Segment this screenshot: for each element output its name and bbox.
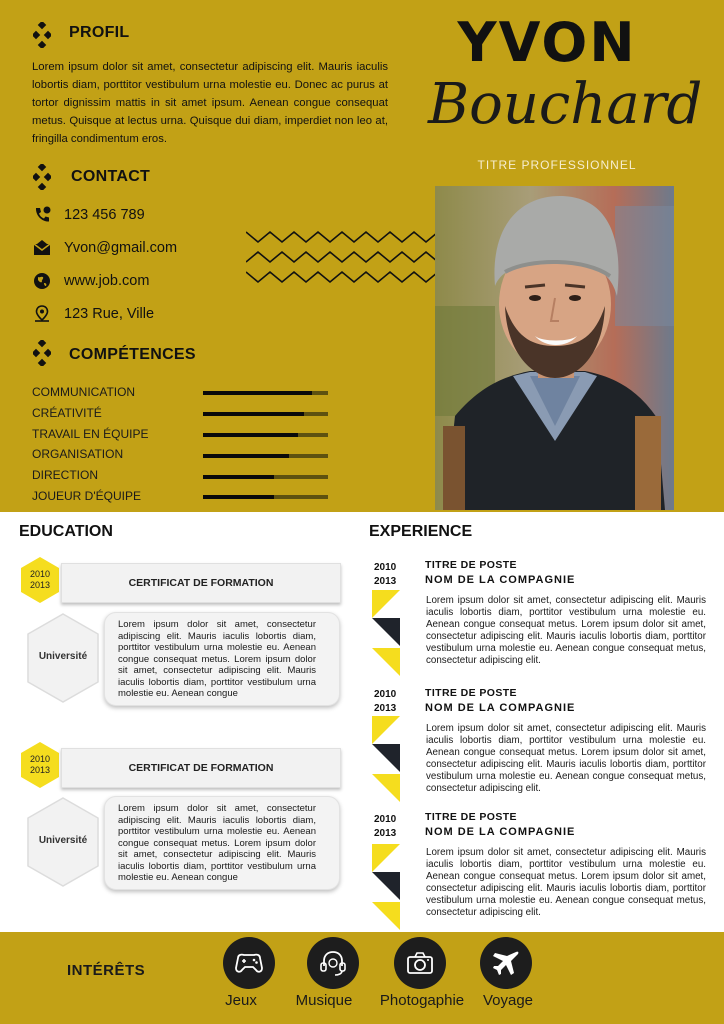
experience-years xyxy=(374,561,396,589)
hobby-label: Photogaphie xyxy=(379,992,465,1009)
skill-bar xyxy=(203,475,328,479)
camera-icon xyxy=(403,946,437,980)
skill-fill xyxy=(203,454,289,458)
contact-email[interactable] xyxy=(32,237,177,259)
job-title: TITRE PROFESSIONNEL xyxy=(477,158,637,172)
phone-icon xyxy=(32,205,52,225)
education-title: EDUCATION xyxy=(19,523,113,540)
skill-fill xyxy=(203,412,304,416)
experience-description: Lorem ipsum dolor sit amet, consectetur adipiscing elit. Mauris iaculis lobortis diam, porttitor vestibulum urna molestie eu. Aenean congue consequat metus. Lorem ipsum dolor sit amet, consectetur adipiscing elit. Mauris iaculis lobortis diam, porttitor vestibulum urna molestie eu. Aenean congue consequat metus, consectetur adipiscing elit. xyxy=(426,595,706,666)
hobby-label: Voyage xyxy=(482,992,534,1009)
profile-photo xyxy=(435,186,674,510)
experience-years xyxy=(374,688,396,716)
last-name: Bouchard xyxy=(428,72,703,137)
position-title: TITRE DE POSTE xyxy=(425,811,517,823)
company-name: NOM DE LA COMPAGNIE xyxy=(425,702,576,714)
year-start: 2010 xyxy=(374,562,397,573)
skill-fill xyxy=(203,433,298,437)
contact-address xyxy=(32,303,154,325)
position-title: TITRE DE POSTE xyxy=(425,687,517,699)
position-title: TITRE DE POSTE xyxy=(425,559,517,571)
certificate-title: CERTIFICAT DE FORMATION xyxy=(128,577,274,589)
skill-label: ORGANISATION xyxy=(32,447,124,461)
year-start: 2010 xyxy=(29,754,51,764)
certificate-box xyxy=(61,563,341,603)
experience-description: Lorem ipsum dolor sit amet, consectetur adipiscing elit. Mauris iaculis lobortis diam, porttitor vestibulum urna molestie eu. Aenean congue consequat metus. Lorem ipsum dolor sit amet, consectetur adipiscing elit. Mauris iaculis lobortis diam, porttitor vestibulum urna molestie eu. Aenean congue consequat metus, consectetur adipiscing elit. xyxy=(426,847,706,918)
hobby-games xyxy=(223,937,275,989)
skill-bar xyxy=(203,433,328,437)
education-description: Lorem ipsum dolor sit amet, consectetur adipiscing elit. Mauris iaculis lobortis diam, porttitor vestibulum urna molestie eu. Aenean congue consequat metus. Lorem ipsum dolor sit amet, consectetur adipiscing elit. Mauris iaculis lobortis diam, porttitor vestibulum urna molestie eu. Aenean congue xyxy=(118,803,316,883)
certificate-title: CERTIFICAT DE FORMATION xyxy=(128,762,274,774)
contact-text: 123 456 789 xyxy=(64,207,145,223)
hobby-label: Jeux xyxy=(225,992,257,1009)
certificate-box xyxy=(61,748,341,788)
zigzag-decoration xyxy=(246,226,456,284)
skill-fill xyxy=(203,391,312,395)
year-end: 2013 xyxy=(374,828,397,839)
year-start: 2010 xyxy=(374,814,397,825)
triangle-decoration xyxy=(372,590,400,676)
company-name: NOM DE LA COMPAGNIE xyxy=(425,826,576,838)
school-name: Université xyxy=(38,651,88,662)
hobby-label: Musique xyxy=(295,992,353,1009)
skill-label: JOUEUR D'ÉQUIPE xyxy=(32,489,141,503)
airplane-icon xyxy=(489,946,523,980)
year-start: 2010 xyxy=(374,689,397,700)
contact-text: www.job.com xyxy=(64,273,150,289)
year-end: 2013 xyxy=(29,765,51,775)
skill-bar xyxy=(203,412,328,416)
company-name: NOM DE LA COMPAGNIE xyxy=(425,574,576,586)
skill-label: CRÉATIVITÉ xyxy=(32,406,102,420)
hobby-music xyxy=(307,937,359,989)
skill-bar xyxy=(203,495,328,499)
education-description: Lorem ipsum dolor sit amet, consectetur adipiscing elit. Mauris iaculis lobortis diam, porttitor vestibulum urna molestie eu. Aenean congue consequat metus. Lorem ipsum dolor sit amet, consectetur adipiscing elit. Mauris iaculis lobortis diam, porttitor vestibulum urna molestie eu. Aenean congue xyxy=(118,619,316,699)
headset-icon xyxy=(316,946,350,980)
contact-text: Yvon@gmail.com xyxy=(64,240,178,256)
experience-title: EXPERIENCE xyxy=(369,523,473,540)
globe-icon xyxy=(32,271,52,291)
hobby-travel xyxy=(480,937,532,989)
contact-text: 123 Rue, Ville xyxy=(64,306,155,322)
year-end: 2013 xyxy=(374,703,397,714)
gamepad-icon xyxy=(232,946,266,980)
skill-bar xyxy=(203,454,328,458)
school-name: Université xyxy=(38,835,88,846)
location-pin-icon xyxy=(32,304,52,324)
envelope-icon xyxy=(32,238,52,258)
profile-title: PROFIL xyxy=(69,24,130,41)
skill-label: DIRECTION xyxy=(32,468,98,482)
profile-text: Lorem ipsum dolor sit amet, consectetur adipiscing elit. Mauris iaculis lobortis diam, porttitor vestibulum urna molestie eu. Donec ac purus at tortor dignissim mattis in sit amet ipsum. Aenean congue consequat metus. Quisque at lectus urna. Quisque dui diam, imperdiet non leo at, fringilla condimentum eros. xyxy=(32,61,388,145)
first-name: YVON xyxy=(457,11,637,74)
education-years xyxy=(21,562,59,598)
experience-description: Lorem ipsum dolor sit amet, consectetur adipiscing elit. Mauris iaculis lobortis diam, porttitor vestibulum urna molestie eu. Aenean congue consequat metus. Lorem ipsum dolor sit amet, consectetur adipiscing elit. Mauris iaculis lobortis diam, porttitor vestibulum urna molestie eu. Aenean congue consequat metus, consectetur adipiscing elit. xyxy=(426,723,706,794)
year-start: 2010 xyxy=(29,569,51,579)
contact-title: CONTACT xyxy=(71,168,151,185)
diamond-grid-icon xyxy=(33,22,51,48)
skills-title: COMPÉTENCES xyxy=(69,346,196,363)
skill-label: TRAVAIL EN ÉQUIPE xyxy=(32,427,149,441)
diamond-grid-icon xyxy=(33,164,51,190)
year-end: 2013 xyxy=(29,580,51,590)
experience-years xyxy=(374,813,396,841)
contact-phone[interactable] xyxy=(32,204,145,226)
skill-fill xyxy=(203,475,274,479)
contact-website[interactable] xyxy=(32,270,149,292)
skill-bar xyxy=(203,391,328,395)
education-years xyxy=(21,747,59,783)
year-end: 2013 xyxy=(374,576,397,587)
skill-label: COMMUNICATION xyxy=(32,385,136,399)
triangle-decoration xyxy=(372,844,400,930)
hobby-photography xyxy=(394,937,446,989)
interests-title: INTÉRÊTS xyxy=(67,962,146,979)
diamond-grid-icon xyxy=(33,340,51,366)
triangle-decoration xyxy=(372,716,400,802)
skill-fill xyxy=(203,495,274,499)
